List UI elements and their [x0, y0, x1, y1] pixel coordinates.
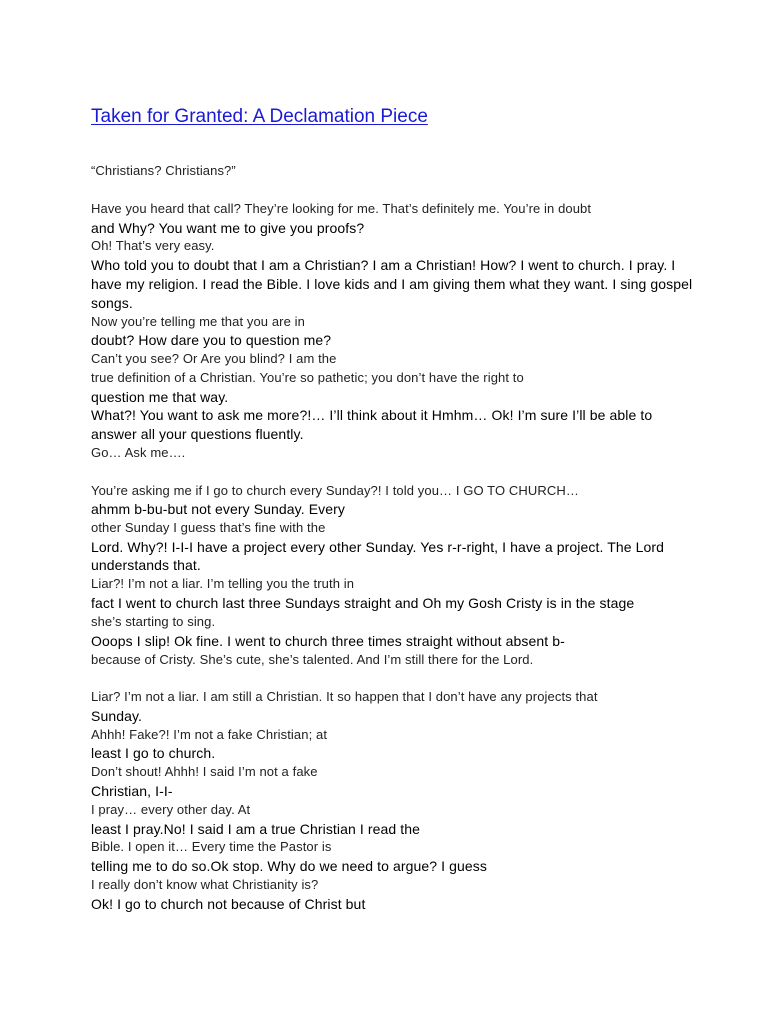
text-line: “Christians? Christians?” — [91, 163, 236, 178]
text-line: telling me to do so.Ok stop. Why do we need to argue? I guess — [91, 858, 487, 874]
text-line: understands that. — [91, 557, 201, 573]
text-line: I pray… every other day. At — [91, 802, 251, 817]
text-line: songs. — [91, 295, 133, 311]
text-line: doubt? How dare you to question me? — [91, 332, 332, 348]
text-line: Have you heard that call? They’re looking for me. That’s definitely me. You’re in doubt — [91, 201, 592, 216]
text-line: Liar? I’m not a liar. I am still a Christian. It so happen that I don’t have any projects that — [91, 689, 598, 704]
text-line: ahmm b-bu-but not every Sunday. Every — [91, 501, 346, 517]
text-line: she’s starting to sing. — [91, 614, 216, 629]
text-line: Oh! That’s very easy. — [91, 238, 215, 253]
text-line: least I pray.No! I said I am a true Christian I read the — [91, 821, 421, 837]
text-line: Go… Ask me…. — [91, 445, 186, 460]
text-line: least I go to church. — [91, 745, 216, 761]
text-line: Ooops I slip! Ok fine. I went to church three times straight without absent b- — [91, 633, 565, 649]
text-line: Bible. I open it… Every time the Pastor is — [91, 839, 332, 854]
text-line: Can’t you see? Or Are you blind? I am the — [91, 351, 337, 366]
text-line: Ahhh! Fake?! I’m not a fake Christian; at — [91, 727, 328, 742]
text-line: Ok! I go to church not because of Christ but — [91, 896, 366, 912]
text-line: Sunday. — [91, 708, 143, 724]
text-line: other Sunday I guess that’s fine with the — [91, 520, 326, 535]
text-line: Christian, I-I- — [91, 783, 173, 799]
text-line: You’re asking me if I go to church every Sunday?! I told you… I GO TO CHURCH… — [91, 483, 579, 498]
text-line: Lord. Why?! I-I-I have a project every other Sunday. Yes r-r-right, I have a project. The Lord — [91, 539, 665, 555]
text-line: fact I went to church last three Sundays straight and Oh my Gosh Cristy is in the stage — [91, 595, 635, 611]
text-line: Don’t shout! Ahhh! I said I’m not a fake — [91, 764, 318, 779]
text-line: true definition of a Christian. You’re so pathetic; you don’t have the right to — [91, 370, 524, 385]
text-line: What?! You want to ask me more?!… I’ll think about it Hmhm… Ok! I’m sure I’ll be able to — [91, 407, 653, 423]
text-line: and Why? You want me to give you proofs? — [91, 220, 365, 236]
text-line: answer all your questions fluently. — [91, 426, 304, 442]
text-line: Now you’re telling me that you are in — [91, 314, 305, 329]
text-line: Liar?! I’m not a liar. I’m telling you the truth in — [91, 576, 355, 591]
text-line: I really don’t know what Christianity is? — [91, 877, 319, 892]
text-line: question me that way. — [91, 389, 229, 405]
text-line: have my religion. I read the Bible. I love kids and I am giving them what they want. I sing gospel — [91, 276, 693, 292]
text-line: because of Cristy. She’s cute, she’s talented. And I’m still there for the Lord. — [91, 652, 534, 667]
text-line: Who told you to doubt that I am a Christian? I am a Christian! How? I went to church. I pray. I — [91, 257, 676, 273]
document-title-link[interactable]: Taken for Granted: A Declamation Piece — [91, 106, 428, 127]
